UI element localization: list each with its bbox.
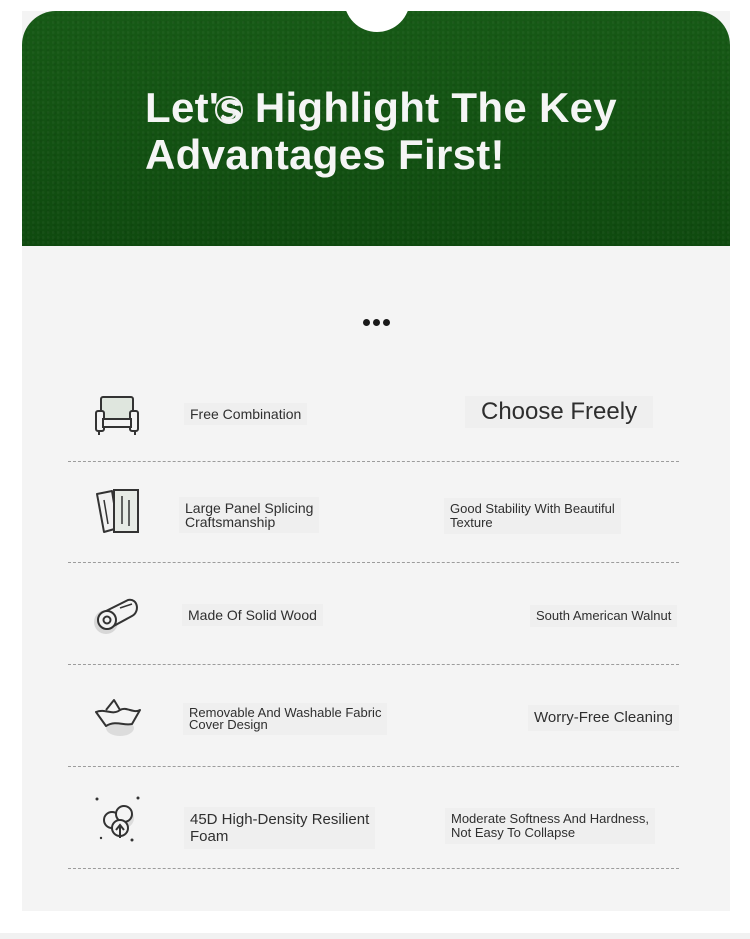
feature-label [179, 497, 319, 533]
benefit-line: Good Stability With Beautiful [450, 501, 615, 516]
feature-row [68, 666, 679, 767]
feature-line: Large Panel Splicing [185, 500, 314, 516]
panel-boards-icon [92, 486, 144, 538]
benefit-label [445, 808, 655, 844]
feature-row [68, 768, 679, 869]
wood-log-icon [92, 590, 144, 642]
bottom-divider [0, 933, 750, 939]
benefit-label: Choose Freely [465, 396, 653, 428]
benefit-label: Worry-Free Cleaning [528, 705, 679, 731]
armchair-icon [92, 389, 144, 441]
feature-line: 45D High-Density Resilient [190, 811, 370, 828]
hero-banner [22, 11, 730, 246]
benefit-label [444, 498, 621, 534]
feature-label [183, 703, 387, 735]
feature-row [68, 361, 679, 462]
advantages-card [22, 11, 730, 911]
brand-logo-icon [214, 95, 244, 125]
benefit-label: South American Walnut [530, 605, 677, 627]
feature-line: Removable And Washable Fabric [189, 705, 382, 720]
feature-line: Foam [190, 828, 229, 845]
title-line-1: Let's Highlight The Key [145, 84, 617, 131]
feature-line: Craftsmanship [185, 514, 276, 530]
title-line-2: Advantages First! [145, 131, 505, 178]
top-notch [344, 11, 410, 32]
feature-row [68, 462, 679, 563]
ellipsis-icon [362, 317, 392, 327]
feature-label: Free Combination [184, 403, 307, 425]
feature-label: Made Of Solid Wood [182, 604, 323, 626]
fabric-cloth-icon [92, 690, 144, 742]
foam-bubbles-icon [92, 794, 144, 846]
benefit-line: Moderate Softness And Hardness, [451, 811, 650, 826]
feature-line: Cover Design [189, 717, 268, 732]
benefit-line: Not Easy To Collapse [451, 825, 576, 840]
feature-row [68, 564, 679, 665]
feature-label [184, 807, 375, 849]
benefit-line: Texture [450, 515, 493, 530]
